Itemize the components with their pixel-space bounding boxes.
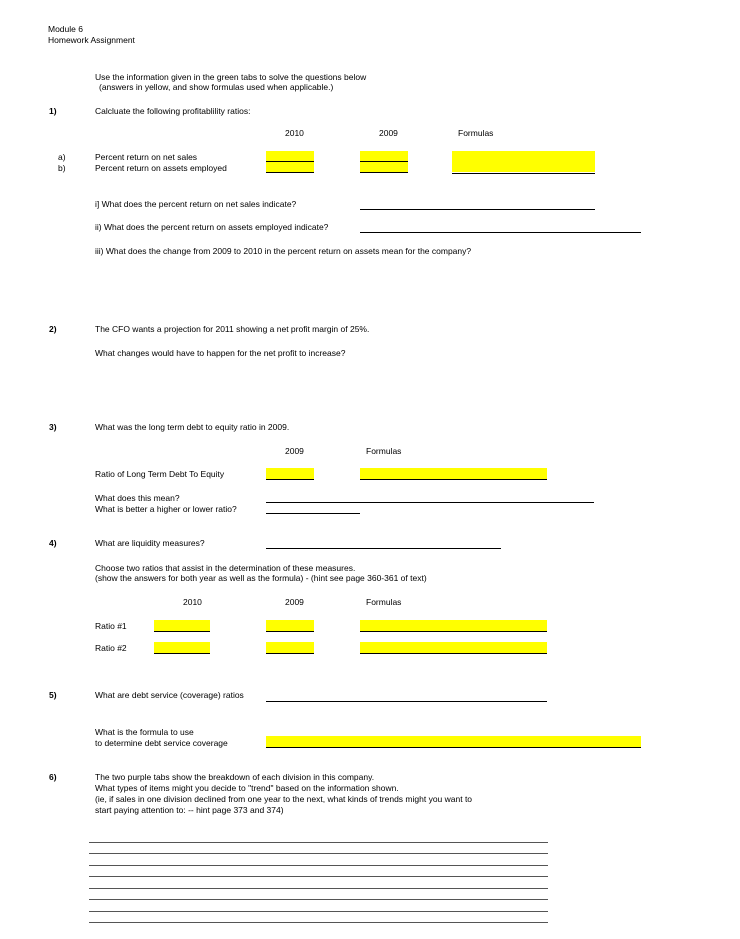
q1-row-a-letter: a) — [58, 152, 66, 162]
assignment-title: Homework Assignment — [48, 35, 135, 45]
q6-answer-line[interactable] — [89, 853, 548, 854]
q5-formula-1: What is the formula to use — [95, 727, 194, 737]
q1-sub-ii-answer-line[interactable] — [360, 232, 641, 233]
q4-ratio-2-2009-answer[interactable] — [266, 642, 314, 654]
q6-line-2: What types of items might you decide to "trend" based on the information shown. — [95, 783, 399, 793]
q1b-2010-answer[interactable] — [266, 162, 314, 173]
q3-row-label: Ratio of Long Term Debt To Equity — [95, 469, 225, 479]
q4-ratio-1-formula-answer[interactable] — [360, 620, 547, 632]
q4-col-2009: 2009 — [285, 597, 304, 607]
q3-col-formulas: Formulas — [366, 446, 402, 456]
q1-row-b-label: Percent return on assets employed — [95, 163, 227, 173]
q1-col-formulas: Formulas — [458, 128, 494, 138]
q3-col-2009: 2009 — [285, 446, 304, 456]
q1-sub-i: i] What does the percent return on net sales indicate? — [95, 199, 297, 209]
q6-answer-line[interactable] — [89, 911, 548, 912]
q6-answer-line[interactable] — [89, 888, 548, 889]
q4-ratio-1-2010-answer[interactable] — [154, 620, 210, 632]
q2-line-2: What changes would have to happen for the net profit to increase? — [95, 348, 346, 358]
q6-answer-line[interactable] — [89, 876, 548, 877]
q4-col-2010: 2010 — [183, 597, 202, 607]
q1b-2009-answer[interactable] — [360, 162, 408, 173]
q5-formula-answer[interactable] — [266, 736, 641, 748]
q3-meaning-answer-line[interactable] — [266, 502, 594, 503]
q1-sub-ii: ii) What does the percent return on assets employed indicate? — [95, 222, 329, 232]
q2-line-1: The CFO wants a projection for 2011 showing a net profit margin of 25%. — [95, 324, 370, 334]
q4-ratio-1-label: Ratio #1 — [95, 621, 127, 631]
q1-prompt: Calcluate the following profitablility ratios: — [95, 106, 251, 116]
q5-number: 5) — [49, 690, 57, 700]
q2-number: 2) — [49, 324, 57, 334]
q6-answer-line[interactable] — [89, 865, 548, 866]
q4-choose-2: (show the answers for both year as well as the formula) - (hint see page 360-361 of text) — [95, 573, 427, 583]
q1a-2009-answer[interactable] — [360, 151, 408, 162]
q1-row-b-letter: b) — [58, 163, 66, 173]
q4-ratio-2-2010-answer[interactable] — [154, 642, 210, 654]
q5-prompt: What are debt service (coverage) ratios — [95, 690, 244, 700]
q3-number: 3) — [49, 422, 57, 432]
q1-sub-iii: iii) What does the change from 2009 to 2010 in the percent return on assets mean for the company? — [95, 246, 472, 256]
q6-line-3: (ie, if sales in one division declined from one year to the next, what kinds of trends might you want to — [95, 794, 473, 804]
q6-answer-line[interactable] — [89, 842, 548, 843]
q4-ratio-2-label: Ratio #2 — [95, 643, 127, 653]
q5-formula-2: to determine debt service coverage — [95, 738, 228, 748]
intro-line-2: (answers in yellow, and show formulas used when applicable.) — [99, 82, 334, 92]
q1-number: 1) — [49, 106, 57, 116]
q3-better: What is better a higher or lower ratio? — [95, 504, 237, 514]
q3-meaning: What does this mean? — [95, 493, 180, 503]
q1-col-2010: 2010 — [285, 128, 304, 138]
q4-col-formulas: Formulas — [366, 597, 402, 607]
q4-prompt: What are liquidity measures? — [95, 538, 205, 548]
q1a-2010-answer[interactable] — [266, 151, 314, 162]
module-title: Module 6 — [48, 24, 83, 34]
q1-sub-i-answer-line[interactable] — [360, 209, 595, 210]
q6-line-4: start paying attention to: -- hint page 373 and 374) — [95, 805, 284, 815]
q6-number: 6) — [49, 772, 57, 782]
q3-2009-answer[interactable] — [266, 468, 314, 480]
q3-better-answer-line[interactable] — [266, 513, 360, 514]
q4-ratio-2-formula-answer[interactable] — [360, 642, 547, 654]
q4-answer-line[interactable] — [266, 548, 501, 549]
q1-col-2009: 2009 — [379, 128, 398, 138]
q1-formulas-answer[interactable] — [452, 151, 595, 172]
q5-answer-line[interactable] — [266, 701, 547, 702]
q4-choose-1: Choose two ratios that assist in the determination of these measures. — [95, 563, 356, 573]
q6-answer-line[interactable] — [89, 899, 548, 900]
intro-line-1: Use the information given in the green tabs to solve the questions below — [95, 72, 367, 82]
q1-formulas-underline — [452, 173, 595, 174]
q4-number: 4) — [49, 538, 57, 548]
q1-row-a-label: Percent return on net sales — [95, 152, 198, 162]
q4-ratio-1-2009-answer[interactable] — [266, 620, 314, 632]
q6-line-1: The two purple tabs show the breakdown of each division in this company. — [95, 772, 375, 782]
q3-prompt: What was the long term debt to equity ratio in 2009. — [95, 422, 290, 432]
q6-answer-line[interactable] — [89, 922, 548, 923]
q3-formulas-answer[interactable] — [360, 468, 547, 480]
